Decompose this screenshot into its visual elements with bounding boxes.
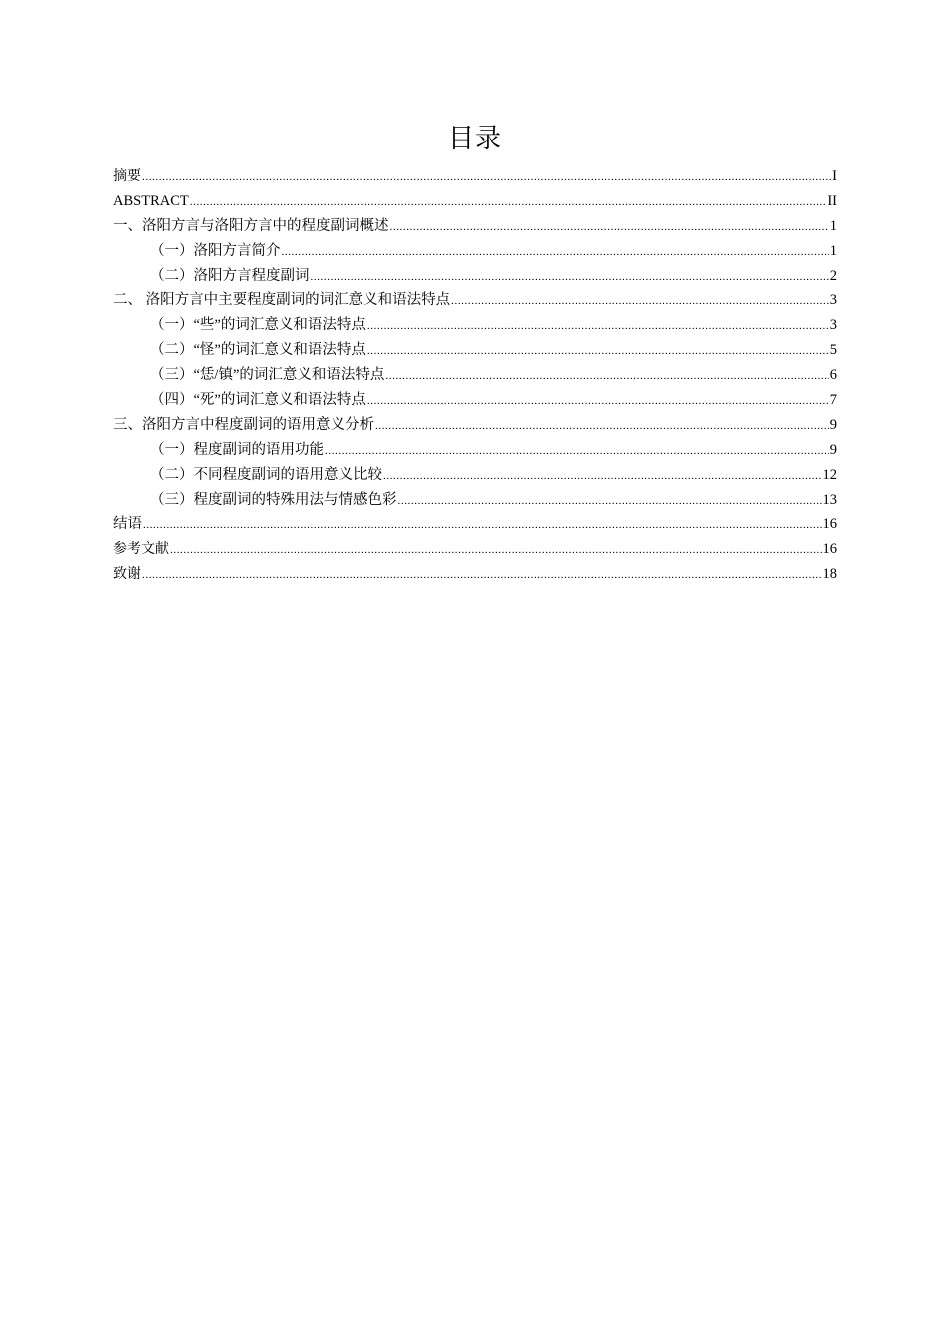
toc-entry[interactable] (113, 164, 837, 189)
toc-entry-page-number: 3 (829, 292, 837, 309)
dot-leader (142, 165, 831, 189)
toc-entry-page-number: 16 (822, 541, 837, 558)
dot-leader (390, 215, 829, 239)
toc-entry-label: 摘要 (113, 168, 141, 184)
toc-entry-label: （四）“死”的词汇意义和语法特点 (150, 392, 366, 409)
toc-entry[interactable] (113, 264, 837, 289)
toc-entry-label: （三）程度副词的特殊用法与情感色彩 (150, 491, 397, 508)
toc-entry-page-number: 16 (822, 516, 837, 533)
dot-leader (451, 289, 829, 313)
toc-entry[interactable] (113, 512, 837, 537)
dot-leader (385, 364, 828, 388)
toc-entry-label: （二）不同程度副词的语用意义比较 (150, 466, 382, 483)
toc-entry-label: （一）程度副词的语用功能 (150, 441, 324, 458)
toc-entry-label: （三）“恁/镇”的词汇意义和语法特点 (150, 367, 385, 384)
toc-entry[interactable] (113, 438, 837, 463)
toc-entry[interactable] (113, 288, 837, 313)
toc-entry-label: ABSTRACT (113, 192, 189, 209)
toc-entry-label: 一、洛阳方言与洛阳方言中的程度副词概述 (113, 217, 389, 234)
toc-entry-label: 二、 洛阳方言中主要程度副词的词汇意义和语法特点 (113, 292, 451, 309)
toc-title: 目录 (447, 124, 502, 154)
toc-entry[interactable] (113, 388, 837, 413)
dot-leader (367, 389, 829, 413)
toc-entry-label: （二）洛阳方言程度副词 (150, 267, 310, 284)
dot-leader (367, 314, 829, 338)
dot-leader (375, 414, 829, 438)
dot-leader (325, 439, 829, 463)
toc-entry-page-number: 2 (829, 267, 837, 284)
toc-entry[interactable] (113, 189, 837, 214)
toc-entry-page-number: 1 (829, 217, 837, 234)
toc-entry-page-number: 1 (829, 242, 837, 259)
dot-leader (367, 339, 829, 363)
toc-entry-page-number: 7 (829, 392, 837, 409)
toc-entry[interactable] (113, 214, 837, 239)
dot-leader (311, 265, 829, 289)
toc-entry[interactable] (113, 239, 837, 264)
toc-entry-label: 参考文献 (113, 541, 169, 558)
toc-entry-page-number: 9 (829, 441, 837, 458)
toc-entry[interactable] (113, 313, 837, 338)
toc-entry-label: 结语 (113, 516, 142, 533)
toc-entry[interactable] (113, 363, 837, 388)
toc-entry-page-number: 5 (829, 342, 837, 359)
dot-leader (190, 190, 827, 214)
toc-entry[interactable] (113, 488, 837, 513)
dot-leader (170, 538, 822, 562)
toc-entry[interactable] (113, 562, 837, 587)
toc-entry-label: 三、洛阳方言中程度副词的语用意义分析 (113, 416, 374, 433)
toc-entry-label: （二）“怪”的词汇意义和语法特点 (150, 342, 366, 359)
dot-leader (398, 489, 822, 513)
toc-entry-label: （一）洛阳方言简介 (150, 242, 281, 259)
toc-entry-page-number: 13 (822, 491, 837, 508)
toc-entry-label: （一）“些”的词汇意义和语法特点 (150, 317, 366, 334)
dot-leader (383, 464, 822, 488)
toc-entry-page-number: 12 (822, 466, 837, 483)
toc-list (113, 164, 837, 587)
toc-entry-page-number: 6 (829, 367, 837, 384)
toc-entry-page-number: II (827, 192, 837, 209)
toc-entry-page-number: 3 (829, 317, 837, 334)
toc-entry[interactable] (113, 463, 837, 488)
dot-leader (142, 563, 822, 587)
toc-entry-page-number: 18 (822, 566, 837, 583)
toc-entry-label: 致谢 (113, 566, 141, 583)
toc-entry-page-number: I (832, 168, 837, 184)
dot-leader (143, 513, 822, 537)
toc-entry[interactable] (113, 338, 837, 363)
dot-leader (282, 240, 829, 264)
toc-entry[interactable] (113, 413, 837, 438)
toc-entry[interactable] (113, 537, 837, 562)
toc-entry-page-number: 9 (829, 416, 837, 433)
